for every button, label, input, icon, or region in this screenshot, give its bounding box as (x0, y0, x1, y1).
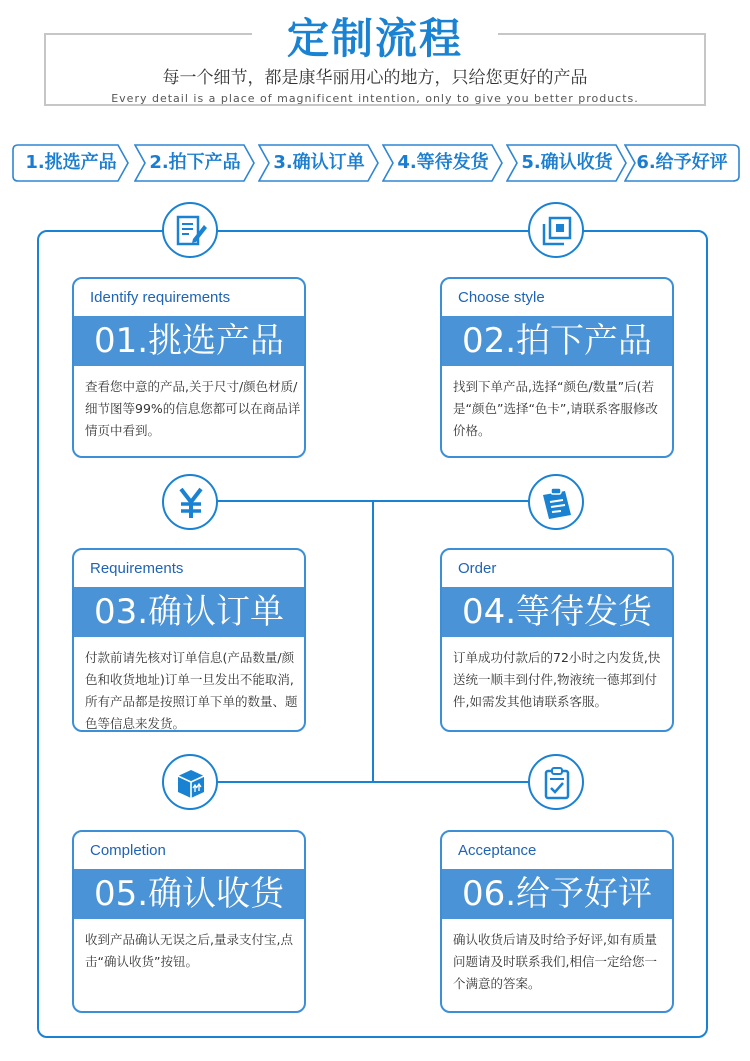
connector-line (212, 500, 530, 502)
card-english-label: Choose style (458, 289, 545, 306)
step-label: 4.等待发货 (397, 152, 489, 173)
card-description: 付款前请先核对订单信息(产品数量/颜色和收货地址)订单一旦发出不能取消,所有产品都是按照订单下单的数量、题色等信息来发货。 (85, 650, 298, 731)
card-title: 04.等待发货 (442, 587, 672, 637)
step-card-4 (440, 548, 674, 732)
card-description: 查看您中意的产品,关于尺寸/颜色材质/细节图等99%的信息您都可以在商品详情页中看到。 (85, 379, 301, 438)
card-description: 订单成功付款后的72小时之内发货,快送统一顺丰到付件,物液统一德邦到付件,如需发其他请联系客服。 (453, 650, 661, 709)
card-title: 06.给予好评 (442, 869, 672, 919)
step-card-1 (72, 277, 306, 458)
card-english-label: Acceptance (458, 842, 537, 859)
card-title: 05.确认收货 (74, 869, 304, 919)
step-6 (624, 144, 740, 182)
card-description: 找到下单产品,选择“颜色/数量”后(若是“颜色”选择“色卡”,请联系客服修改价格。 (453, 379, 658, 438)
connector-line (372, 500, 374, 781)
step-card-5 (72, 830, 306, 1013)
step-1 (12, 144, 130, 182)
step-card-3 (72, 548, 306, 732)
subtitle-chinese: 每一个细节，都是康华丽用心的地方，只给您更好的产品 (162, 68, 588, 88)
document-edit-icon (162, 202, 218, 258)
page-title: 定制流程 (286, 14, 463, 63)
select-frame-icon (528, 202, 584, 258)
step-5 (506, 144, 628, 182)
step-3 (258, 144, 380, 182)
card-english-label: Requirements (90, 560, 184, 577)
step-card-6 (440, 830, 674, 1013)
card-title: 01.挑选产品 (74, 316, 304, 366)
step-bar (12, 144, 740, 182)
step-label: 2.拍下产品 (149, 152, 241, 173)
clipboard-icon (528, 474, 584, 530)
subtitle-english: Every detail is a place of magnificent intention, only to give you better products. (111, 92, 639, 105)
step-label: 3.确认订单 (273, 152, 365, 173)
step-label: 6.给予好评 (636, 152, 728, 173)
card-title: 03.确认订单 (74, 587, 304, 637)
yen-icon (162, 474, 218, 530)
step-label: 1.挑选产品 (25, 152, 117, 173)
package-icon (162, 754, 218, 810)
connector-line (212, 781, 530, 783)
card-english-label: Order (458, 560, 497, 577)
step-4 (382, 144, 504, 182)
checklist-icon (528, 754, 584, 810)
card-description: 确认收货后请及时给予好评,如有质量问题请及时联系我们,相信一定给您一个满意的答案。 (453, 932, 657, 991)
card-english-label: Completion (90, 842, 166, 859)
step-label: 5.确认收货 (521, 152, 613, 173)
step-card-2 (440, 277, 674, 458)
card-english-label: Identify requirements (90, 289, 231, 306)
card-title: 02.拍下产品 (442, 316, 672, 366)
step-2 (134, 144, 256, 182)
card-description: 收到产品确认无误之后,量录支付宝,点击“确认收货”按钮。 (85, 932, 293, 969)
